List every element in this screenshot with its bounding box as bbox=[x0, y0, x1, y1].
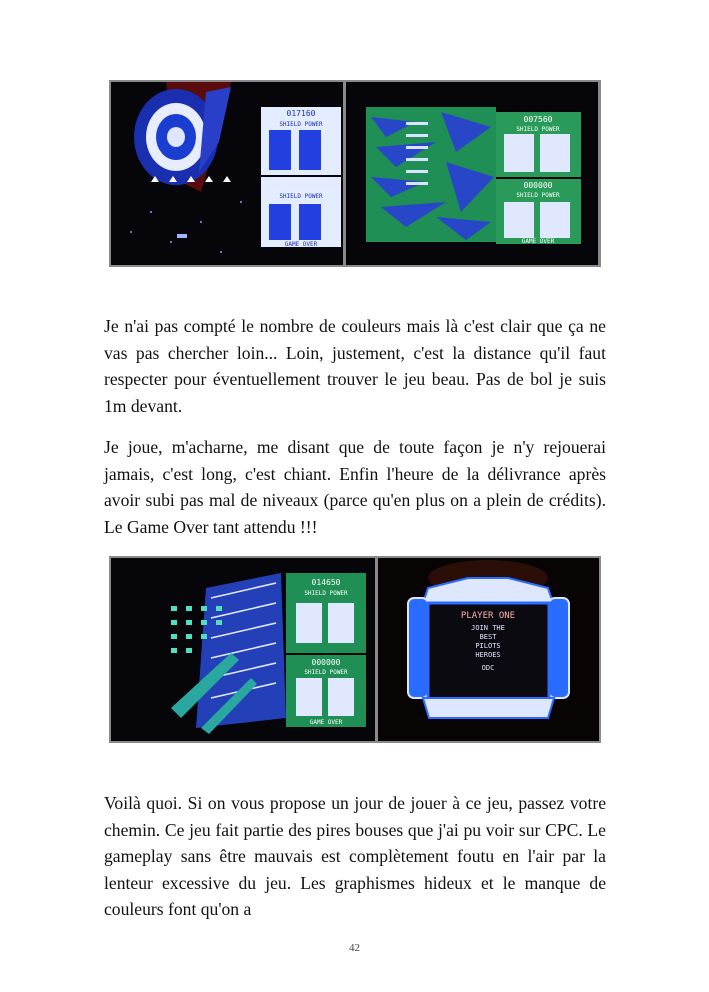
game-screenshot-blue-level bbox=[111, 558, 375, 741]
paragraph-1: Je n'ai pas compté le nombre de couleurs mais là c'est clair que ça ne vas pas chercher loin... Loin, justement, c'est la distance qu'il faut respecter pour éventuellement trouver le jeu beau. Pas de bol je suis 1m devant. bbox=[104, 316, 606, 416]
player-one-label: PLAYER ONE bbox=[460, 611, 516, 621]
game-screenshot-spaceship bbox=[111, 82, 343, 265]
game-over-label: GAME OVER bbox=[309, 719, 343, 726]
game-screenshot-player-one bbox=[378, 558, 599, 741]
page-number: 42 bbox=[349, 942, 360, 954]
screenshot-strip-top bbox=[109, 80, 601, 267]
screen-text-line: JOIN THE bbox=[471, 624, 505, 632]
screen-text-line: BEST bbox=[479, 633, 497, 641]
screen-text-line: ODC bbox=[481, 664, 495, 672]
shield-power-label: SHIELD POWER bbox=[516, 126, 560, 133]
shield-power-label: SHIELD POWER bbox=[279, 193, 323, 200]
score-readout: 000000 bbox=[311, 658, 341, 667]
paragraph-2: Je joue, m'acharne, me disant que de toute façon je n'y rejouerai jamais, c'est long, c'est chiant. Enfin l'heure de la délivrance après avoir subi pas mal de niveaux (parce qu'en plus on a plein de crédits). Le Game Over tant attendu !!! bbox=[104, 437, 606, 537]
screenshot-strip-bottom bbox=[109, 556, 601, 743]
screen-text-line: HEROES bbox=[475, 651, 501, 659]
game-over-label: GAME OVER bbox=[521, 238, 555, 245]
game-over-label: GAME OVER bbox=[284, 241, 318, 248]
shield-power-label: SHIELD POWER bbox=[516, 192, 560, 199]
shield-power-label: SHIELD POWER bbox=[279, 121, 323, 128]
paragraph-3: Voilà quoi. Si on vous propose un jour de jouer à ce jeu, passez votre chemin. Ce jeu fait partie des pires bouses que j'ai pu voir sur CPC. Le gameplay sans être mauvais est complètement foutu en l'air par la lenteur excessive du jeu. Les graphismes hideux et le manque de couleurs font qu'on a bbox=[104, 793, 606, 919]
screen-text-line: PILOTS bbox=[475, 642, 501, 650]
shield-power-label: SHIELD POWER bbox=[304, 590, 348, 597]
score-readout: 000000 bbox=[523, 181, 553, 190]
game-screenshot-green-level bbox=[346, 82, 598, 265]
shield-power-label: SHIELD POWER bbox=[304, 669, 348, 676]
score-readout: 017160 bbox=[286, 109, 316, 118]
score-readout: 007560 bbox=[523, 115, 553, 124]
score-readout: 014650 bbox=[311, 578, 341, 587]
